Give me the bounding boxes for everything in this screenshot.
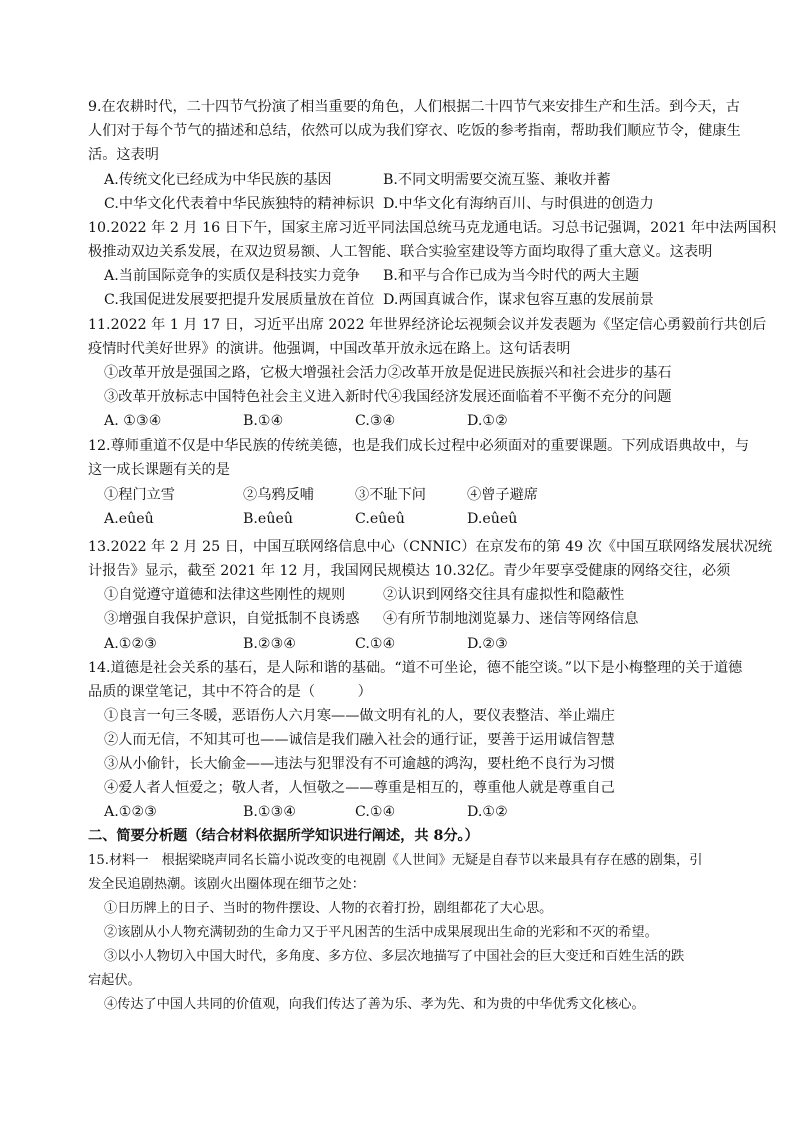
q15-line2: 发全民追剧热潮。该剧火出圈体现在细节之处： <box>88 877 365 892</box>
q11-option-a: A. ①③④ <box>104 413 162 429</box>
section-heading: 二、简要分析题（结合材料依据所学知识进行阐述，共 8分。） <box>88 828 479 844</box>
q10-option-a: A.当前国际竞争的实质仅是科技实力竞争 <box>104 268 360 284</box>
q12-item-2: ②乌鸦反哺 <box>243 487 314 503</box>
q13-option-a: A.①②③ <box>104 636 157 652</box>
q12-line2: 这一成长课题有关的是 <box>88 462 230 478</box>
q10-line1: 10.2022 年 2 月 16 日下午，国家主席习近平同法国总统马克龙通电话。习总书记强调，2021 年中法两国积 <box>88 220 777 236</box>
q13-option-d: D.②③ <box>467 636 508 652</box>
q14-option-a: A.①②③ <box>104 804 157 820</box>
q11-line2: 疫情时代美好世界》的演讲。他强调，中国改革开放永远在路上。这句话表明 <box>88 341 571 357</box>
q12-option-c: C.еûеû <box>355 511 405 527</box>
q12-item-3: ③不耻下问 <box>355 487 426 503</box>
q14-line2: 品质的课堂笔记，其中不符合的是（ ） <box>88 684 372 700</box>
q9-option-d: D.中华文化有海纳百川、与时俱进的创造力 <box>383 196 654 212</box>
q12-item-1: ①程门立雪 <box>104 487 175 503</box>
q10-line2: 极推动双边关系发展，在双边贸易额、人工智能、联合实验室建设等方面均取得了重大意义。这表明 <box>88 244 713 260</box>
q11-line1: 11.2022 年 1 月 17 日，习近平出席 2022 年世界经济论坛视频会议并发表题为《坚定信心勇毅前行共创后 <box>88 317 767 333</box>
q14-statement-4: ④爱人者人恒爱之；敬人者，人恒敬之——尊重是相互的，尊重他人就是尊重自己 <box>104 780 615 796</box>
q14-statement-1: ①良言一句三冬暖，恶语伤人六月寒——做文明有礼的人，要仪表整洁、举止端庄 <box>104 708 615 724</box>
q12-option-a: A.еûеû <box>104 511 154 527</box>
q9-line2: 人们对于每个节气的描述和总结，依然可以成为我们穿衣、吃饭的参考指南，帮助我们顺应节令，健康生 <box>88 123 741 139</box>
q12-item-4: ④曾子避席 <box>467 487 538 503</box>
q10-option-b: B.和平与合作已成为当今时代的两大主题 <box>383 268 640 284</box>
q14-statement-3: ③从小偷针，长大偷金——违法与犯罪没有不可逾越的鸿沟，要杜绝不良行为习惯 <box>104 756 615 772</box>
q13-item-3: ③增强自我保护意识，自觉抵制不良诱惑 <box>104 611 360 627</box>
q15-point-3a: ③以小人物切入中国大时代，多角度、多方位、多层次地描写了中国社会的巨大变迁和百姓生活的跌 <box>104 949 685 964</box>
q14-line1: 14.道德是社会关系的基石，是人际和谐的基础。“道不可坐论，德不能空谈。”以下是小梅整理的关于道德 <box>88 660 743 676</box>
q13-item-1: ①自觉遵守道德和法律这些刚性的规则 <box>104 587 346 603</box>
q11-option-b: B.①④ <box>243 413 284 429</box>
q9-line3: 活。这表明 <box>88 147 159 163</box>
q15-point-1: ①日历牌上的日子、当时的物件摆设、人物的衣着打扮，剧组都花了大心思。 <box>104 901 553 916</box>
q11-statements-2: ③改革开放标志中国特色社会主义进入新时代④我国经济发展还面临着不平衡不充分的问题 <box>104 389 672 405</box>
q14-option-d: D.①② <box>467 804 508 820</box>
q12-line1: 12.尊师重道不仅是中华民族的传统美德，也是我们成长过程中必须面对的重要课题。下列成语典故中，与 <box>88 438 750 454</box>
q9-line1: 9.在农耕时代，二十四节气扮演了相当重要的角色，人们根据二十四节气来安排生产和生活。到今天，古 <box>88 99 740 115</box>
q11-option-d: D.①② <box>467 413 508 429</box>
q14-option-c: C.①④ <box>355 804 396 820</box>
q10-option-d: D.两国真诚合作，谋求包容互惠的发展前景 <box>383 292 654 308</box>
q14-option-b: B.①③④ <box>243 804 297 820</box>
q15-point-4: ④传达了中国人共同的价值观，向我们传达了善为乐、孝为先、和为贵的中华优秀文化核心。 <box>104 997 645 1012</box>
q9-option-a: A.传统文化已经成为中华民族的基因 <box>104 172 332 188</box>
q15-point-3b: 宕起伏。 <box>88 973 141 988</box>
q13-line2: 计报告》显示，截至 2021 年 12 月，我国网民规模达 10.32亿。青少年要享受健康的网络交往，必须 <box>88 563 731 579</box>
q15-point-2: ②该剧从小人物充满韧劲的生命力又于平凡困苦的生活中成果展现出生命的光彩和不灭的希望。 <box>104 925 658 940</box>
q14-statement-2: ②人而无信，不知其可也——诚信是我们融入社会的通行证，要善于运用诚信智慧 <box>104 732 615 748</box>
q9-option-b: B.不同文明需要交流互鉴、兼收并蓄 <box>383 172 611 188</box>
q10-option-c: C.我国促进发展要把提升发展质量放在首位 <box>104 292 375 308</box>
q13-line1: 13.2022 年 2 月 25 日，中国互联网络信息中心（CNNIC）在京发布的第 49 次《中国互联网络发展状况统 <box>88 539 773 555</box>
q13-option-c: C.①④ <box>355 636 396 652</box>
q9-option-c: C.中华文化代表着中华民族独特的精神标识 <box>104 196 375 212</box>
q13-item-4: ④有所节制地浏览暴力、迷信等网络信息 <box>383 611 639 627</box>
q11-statements-1: ①改革开放是强国之路，它极大增强社会活力②改革开放是促进民族振兴和社会进步的基石 <box>104 365 672 381</box>
q12-option-b: B.еûеû <box>243 511 294 527</box>
q11-option-c: C.③④ <box>355 413 396 429</box>
q12-option-d: D.еûеû <box>467 511 518 527</box>
q13-option-b: B.②③④ <box>243 636 297 652</box>
q13-item-2: ②认识到网络交往具有虚拟性和隐蔽性 <box>383 587 625 603</box>
q15-line1: 15.材料一 根据梁晓声同名长篇小说改变的电视剧《人世间》无疑是自春节以来最具有存在感的剧集，引 <box>88 853 703 868</box>
